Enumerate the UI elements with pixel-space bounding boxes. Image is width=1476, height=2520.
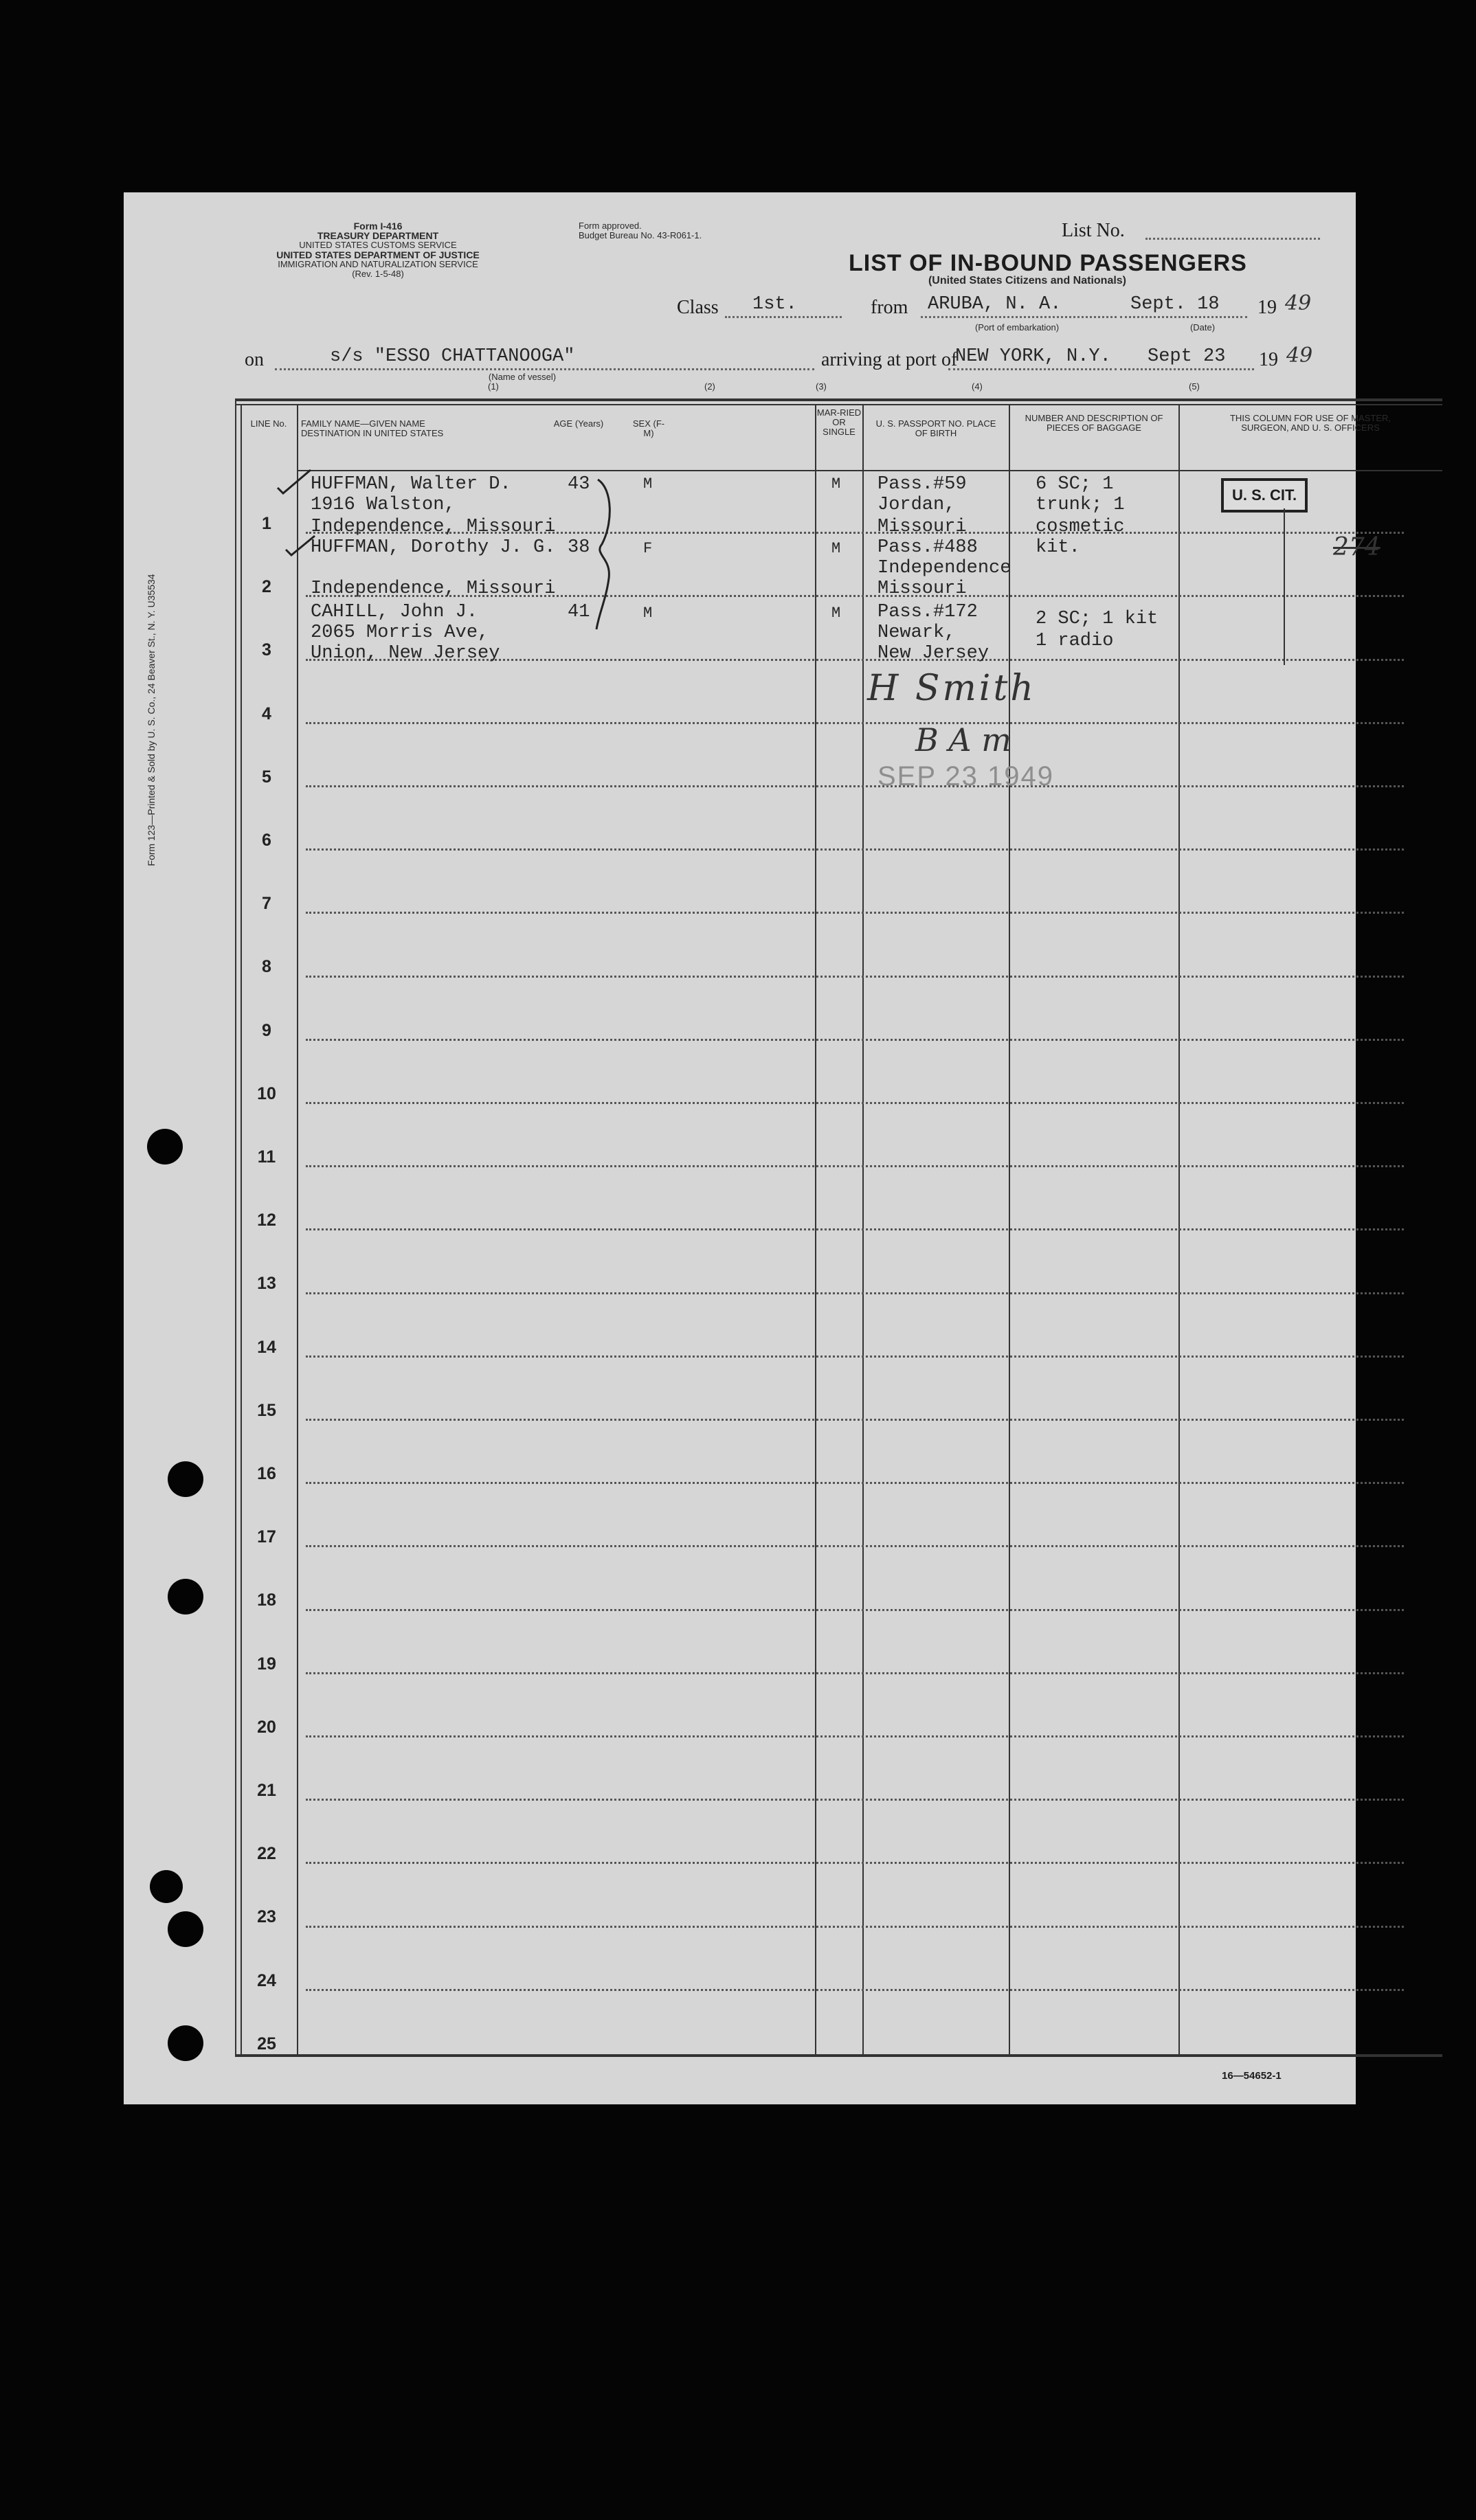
row-rule [306, 1102, 1404, 1104]
passenger-table [235, 398, 1442, 2060]
passenger-age: 41 [568, 602, 590, 622]
row-rule [306, 1799, 1404, 1801]
passenger-baggage-2: 1 radio [1036, 631, 1114, 651]
bracket-mark [592, 475, 620, 633]
col-header-officers: THIS COLUMN FOR USE OF MASTER, SURGEON, AND U. S. OFFICERS [1229, 413, 1391, 433]
line-number: 3 [262, 640, 271, 660]
passenger-age: 38 [568, 537, 590, 558]
passenger-list-sheet [124, 192, 1391, 2104]
line-number: 18 [257, 1590, 276, 1610]
line-number: 7 [262, 894, 271, 914]
col-header-baggage: NUMBER AND DESCRIPTION OF PIECES OF BAGGAGE [1025, 413, 1163, 433]
treasury-dept: TREASURY DEPARTMENT [317, 230, 439, 241]
passenger-name: HUFFMAN, Walter D. [311, 474, 511, 495]
passenger-birthplace-2: Missouri [877, 517, 967, 537]
stamp-line [1284, 508, 1285, 665]
class-label: Class [677, 297, 719, 318]
departure-date: Sept. 18 [1130, 294, 1220, 315]
passenger-baggage-3: cosmetic [1036, 517, 1125, 537]
inspector-signature: H Smith [867, 668, 1036, 709]
col-header-age: AGE (Years) [553, 418, 604, 429]
passenger-married: M [831, 605, 841, 622]
passenger-sex: F [643, 540, 653, 557]
passenger-destination: Union, New Jersey [311, 643, 500, 664]
passenger-address: 2065 Morris Ave, [311, 622, 489, 643]
col-header-sex: SEX (F-M) [632, 418, 665, 438]
passenger-married: M [831, 475, 841, 493]
passenger-baggage-4: kit. [1036, 537, 1080, 558]
line-number: 9 [262, 1020, 271, 1040]
row-rule [306, 848, 1404, 851]
passenger-birthplace-1: Independence [877, 558, 1011, 578]
binder-hole [168, 1579, 203, 1615]
row-rule [306, 912, 1404, 914]
departure-year-prefix: 19 [1257, 297, 1277, 318]
row-rule [306, 1419, 1404, 1421]
immigration-service: IMMIGRATION AND NATURALIZATION SERVICE [278, 259, 478, 269]
binder-hole [168, 2025, 203, 2061]
passenger-sex: M [643, 605, 653, 622]
row-rule [306, 1165, 1404, 1167]
check-mark-icon [276, 467, 317, 495]
passenger-birthplace-2: Missouri [877, 578, 967, 599]
line-number: 25 [257, 2034, 276, 2054]
line-number: 4 [262, 704, 271, 723]
form-code: 16—54652-1 [1222, 2070, 1282, 2082]
agency-block [234, 221, 522, 279]
embarkation-caption: (Port of embarkation) [974, 322, 1060, 333]
row-rule [306, 1545, 1404, 1547]
row-rule [306, 785, 1404, 787]
passenger-baggage-2: trunk; 1 [1036, 495, 1125, 515]
form-number: Form I-416 [353, 221, 403, 232]
passenger-passport: Pass.#488 [877, 537, 978, 558]
line-number: 10 [257, 1083, 276, 1103]
passenger-baggage-1: 2 SC; 1 kit [1036, 609, 1159, 629]
passenger-sex: M [643, 475, 653, 493]
row-rule [306, 1482, 1404, 1484]
page-subtitle: (United States Citizens and Nationals) [928, 275, 1127, 286]
arriving-label: arriving at port of [821, 349, 958, 370]
passenger-married: M [831, 540, 841, 557]
list-no-label: List No. [1062, 220, 1125, 241]
row-rule [306, 1989, 1404, 1991]
row-rule [306, 1926, 1404, 1928]
justice-dept: UNITED STATES DEPARTMENT OF JUSTICE [276, 249, 480, 260]
list-no-field [1145, 238, 1320, 240]
line-number: 6 [262, 831, 271, 850]
col-header-name: FAMILY NAME—GIVEN NAME DESTINATION IN UNITED STATES [301, 418, 444, 438]
line-number: 23 [257, 1907, 276, 1927]
form-revision: (Rev. 1-5-48) [352, 269, 404, 279]
form-approval: Form approved. Budget Bureau No. 43-R061-1. [579, 221, 702, 240]
col-num-3: (3) [816, 381, 827, 392]
row-rule [306, 1039, 1404, 1041]
col-num-5: (5) [1189, 381, 1200, 392]
passenger-name: HUFFMAN, Dorothy J. G. [311, 537, 556, 558]
passenger-destination: Independence, Missouri [311, 517, 556, 537]
line-number: 13 [257, 1274, 276, 1294]
passenger-destination: Independence, Missouri [311, 578, 556, 599]
row-rule [306, 1355, 1404, 1358]
row-rule [306, 1735, 1404, 1737]
col-num-2: (2) [704, 381, 715, 392]
line-number: 16 [257, 1464, 276, 1483]
on-label: on [245, 349, 264, 370]
passenger-passport: Pass.#59 [877, 474, 967, 495]
binder-hole [150, 1870, 183, 1903]
from-label: from [871, 297, 908, 318]
us-citizen-stamp: U. S. CIT. [1221, 478, 1308, 513]
line-number: 14 [257, 1337, 276, 1357]
arrival-date: Sept 23 [1148, 346, 1226, 367]
row-rule [306, 1609, 1404, 1611]
line-number: 21 [257, 1781, 276, 1800]
line-number: 1 [262, 514, 271, 533]
passenger-address: 1916 Walston, [311, 495, 456, 515]
vessel-name: s/s "ESSO CHATTANOOGA" [330, 346, 575, 367]
passenger-birthplace-1: Jordan, [877, 495, 956, 515]
row-rule [306, 1292, 1404, 1294]
row-rule [306, 1862, 1404, 1864]
line-number: 20 [257, 1717, 276, 1737]
line-number: 8 [262, 957, 271, 977]
passenger-name: CAHILL, John J. [311, 602, 478, 622]
row-rule [306, 722, 1404, 724]
vessel-caption: (Name of vessel) [488, 372, 557, 382]
col-header-married: MAR-RIED OR SINGLE [816, 407, 862, 437]
line-number: 22 [257, 1844, 276, 1864]
arrival-port: NEW YORK, N.Y. [955, 346, 1111, 367]
printer-imprint: Form 123—Printed & Sold by U. S. Co., 24 Beaver St., N. Y. U35534 [146, 574, 157, 866]
row-rule [306, 976, 1404, 978]
col-header-passport: U. S. PASSPORT NO. PLACE OF BIRTH [875, 418, 996, 438]
binder-hole [168, 1461, 203, 1497]
passenger-passport: Pass.#172 [877, 602, 978, 622]
check-mark-icon [284, 533, 319, 558]
embarkation-port: ARUBA, N. A. [928, 294, 1062, 315]
date-caption: (Date) [1189, 322, 1216, 333]
line-number: 17 [257, 1527, 276, 1547]
col-num-1: (1) [488, 381, 499, 392]
row-rule [306, 1228, 1404, 1230]
line-number: 12 [257, 1211, 276, 1230]
passenger-age: 43 [568, 474, 590, 495]
inspector-initials: B A m [915, 721, 1011, 758]
passenger-baggage-1: 6 SC; 1 [1036, 474, 1114, 495]
officer-number: 274 [1333, 533, 1380, 561]
line-number: 2 [262, 577, 271, 597]
line-number: 24 [257, 1970, 276, 1990]
line-number: 11 [257, 1147, 276, 1167]
line-number: 15 [257, 1400, 276, 1420]
row-rule [306, 1672, 1404, 1674]
col-num-4: (4) [972, 381, 983, 392]
passenger-birthplace-2: New Jersey [877, 643, 989, 664]
line-number: 5 [262, 767, 271, 787]
binder-hole [168, 1911, 203, 1947]
departure-year-suffix: 49 [1285, 291, 1312, 315]
arrival-date-stamp: SEP 23 1949 [877, 761, 1055, 791]
col-header-line: LINE No. [250, 418, 287, 429]
binder-hole [147, 1129, 183, 1165]
customs-service: UNITED STATES CUSTOMS SERVICE [299, 240, 457, 250]
class-value: 1st. [752, 294, 797, 315]
line-number: 19 [257, 1654, 276, 1674]
arrival-year-suffix: 49 [1286, 344, 1313, 368]
arrival-year-prefix: 19 [1259, 349, 1278, 370]
page-title: LIST OF IN-BOUND PASSENGERS [849, 250, 1247, 276]
passenger-birthplace-1: Newark, [877, 622, 956, 643]
